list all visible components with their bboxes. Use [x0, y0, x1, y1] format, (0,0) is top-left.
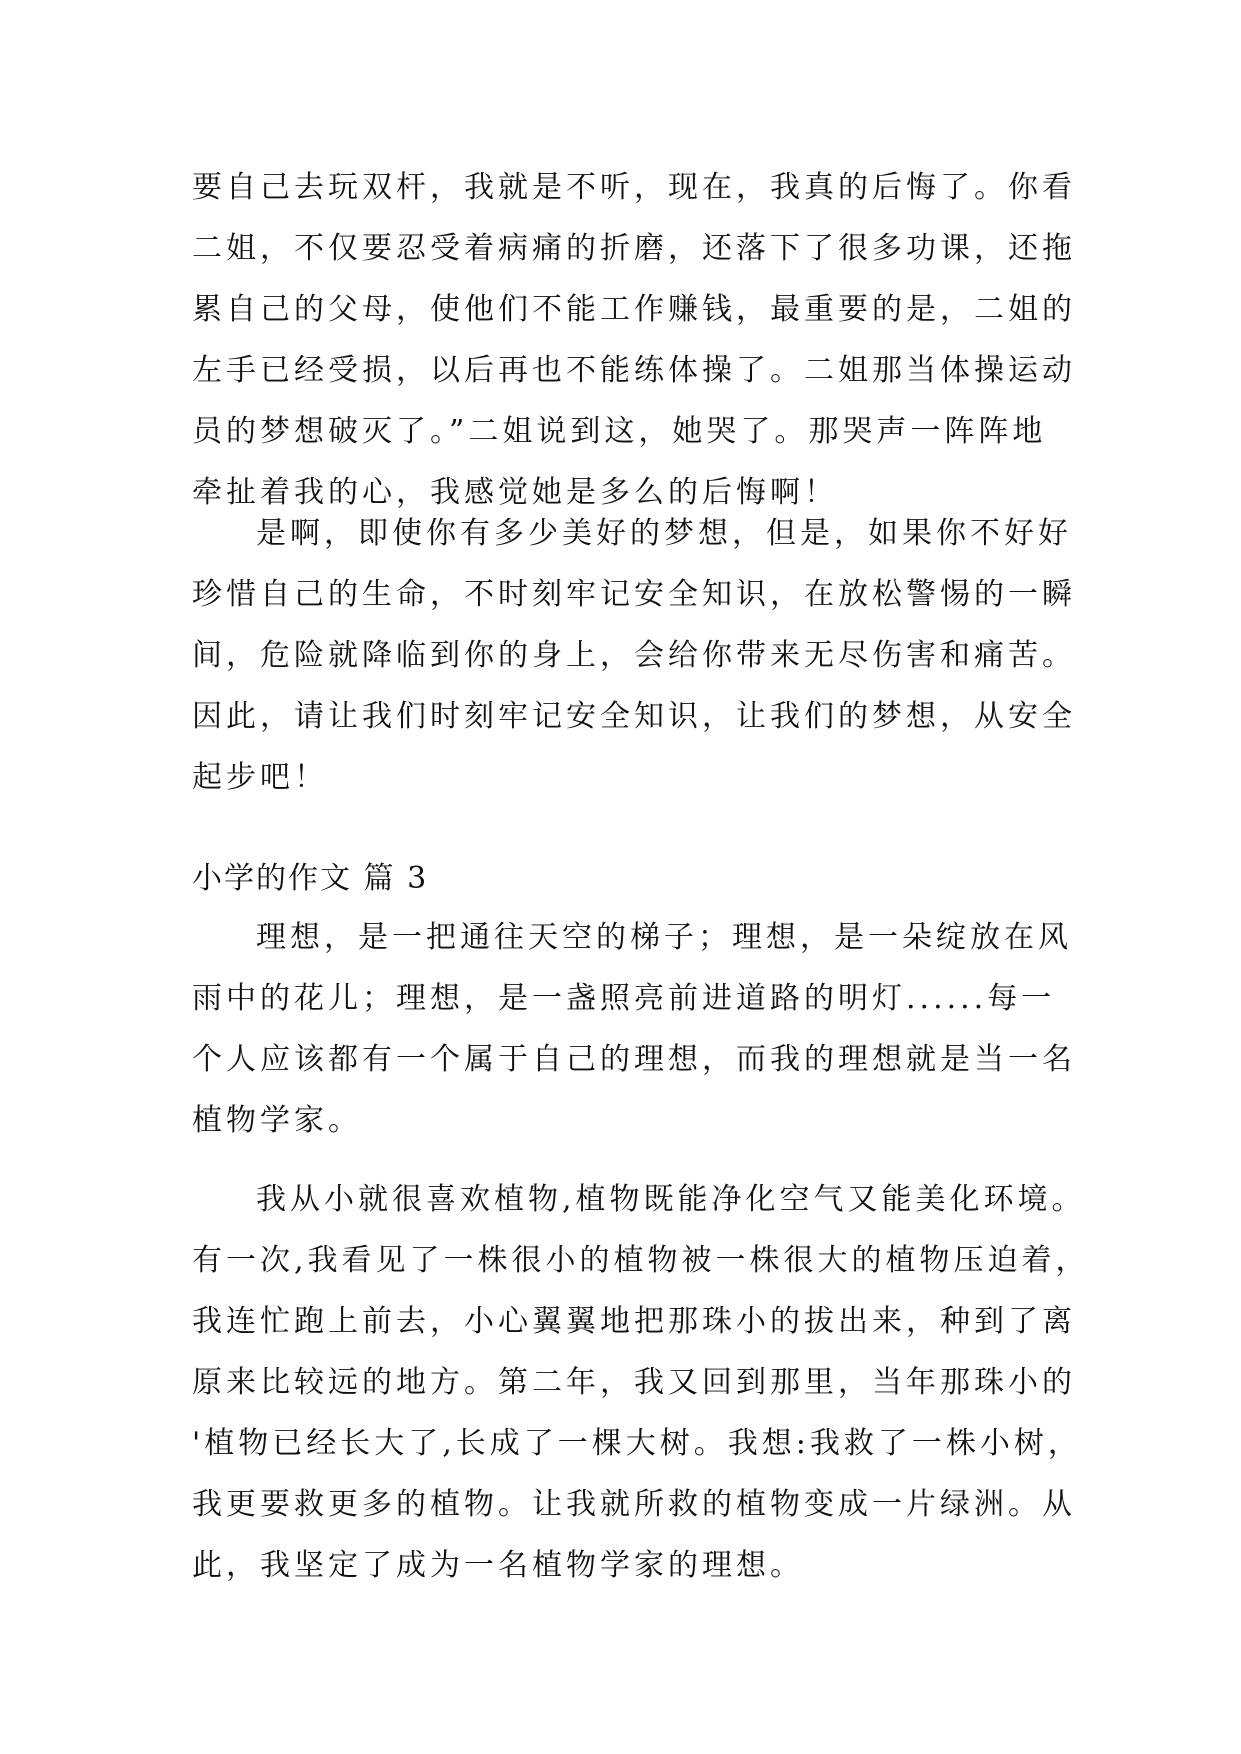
- text-line: 起步吧！: [192, 760, 328, 795]
- text-line: 二姐，不仅要忍受着病痛的折磨，还落下了很多功课，还拖: [192, 231, 1076, 266]
- text-line: 间，危险就降临到你的身上，会给你带来无尽伤害和痛苦。: [192, 638, 1076, 673]
- text-line: 我连忙跑上前去，小心翼翼地把那珠小的拔出来，种到了离: [192, 1304, 1076, 1339]
- text-line: 要自己去玩双杆，我就是不听，现在，我真的后悔了。你看: [192, 170, 1076, 205]
- text-line: 原来比较远的地方。第二年，我又回到那里，当年那珠小的: [192, 1365, 1076, 1400]
- text-line: 珍惜自己的生命，不时刻牢记安全知识，在放松警惕的一瞬: [192, 577, 1076, 612]
- text-line: 因此，请让我们时刻牢记安全知识，让我们的梦想，从安全: [192, 699, 1076, 734]
- text-line: 累自己的父母，使他们不能工作赚钱，最重要的是，二姐的: [192, 292, 1076, 327]
- text-line: 我更要救更多的植物。让我就所救的植物变成一片绿洲。从: [192, 1487, 1076, 1522]
- paragraph-4: [192, 1169, 1090, 1596]
- text-line: 此，我坚定了成为一名植物学家的理想。: [192, 1548, 804, 1583]
- text-line: 员的梦想破灭了。”二姐说到这，她哭了。那哭声一阵阵地: [192, 414, 1047, 449]
- paragraph-2: [192, 503, 1076, 808]
- text-line: 有一次,我看见了一株很小的植物被一株很大的植物压迫着，: [192, 1243, 1090, 1278]
- text-line: 理想，是一把通往天空的梯子；理想，是一朵绽放在风: [256, 920, 1072, 955]
- text-line: 是啊，即使你有多少美好的梦想，但是，如果你不好好: [256, 516, 1072, 551]
- paragraph-1: [192, 157, 1076, 523]
- text-line: 植物学家。: [192, 1103, 362, 1138]
- paragraph-3: [192, 907, 1076, 1151]
- text-line: 我从小就很喜欢植物,植物既能净化空气又能美化环境。: [256, 1182, 1086, 1217]
- section-heading: 小学的作文 篇 3: [192, 861, 429, 896]
- text-line: 牵扯着我的心，我感觉她是多么的后悔啊！: [192, 475, 838, 510]
- text-line: 个人应该都有一个属于自己的理想，而我的理想就是当一名: [192, 1042, 1076, 1077]
- text-line: '植物已经长大了,长成了一棵大树。我想:我救了一株小树，: [192, 1426, 1082, 1461]
- text-line: 雨中的花儿；理想，是一盏照亮前进道路的明灯......每一: [192, 981, 1056, 1016]
- text-line: 左手已经受损，以后再也不能练体操了。二姐那当体操运动: [192, 353, 1076, 388]
